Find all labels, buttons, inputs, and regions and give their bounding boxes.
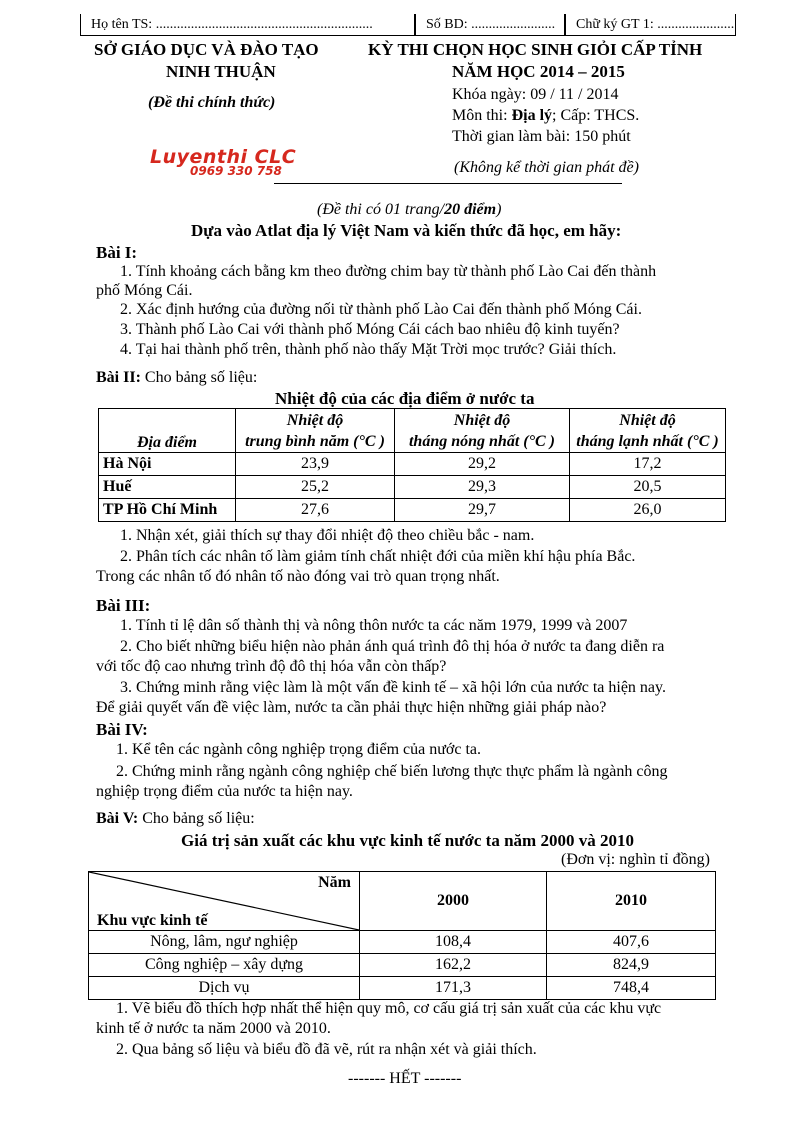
question-3-3a: 3. Chứng minh rằng việc làm là một vấn đề kinh tế – xã hội lớn của nước ta hiện nay. [120,679,666,696]
header-avg-line2: trung bình năm (°C ) [245,432,385,450]
header-hot [395,409,570,453]
logo-phone: 0969 330 758 [190,164,282,178]
question-2-2a: 2. Phân tích các nhân tố làm giảm tính chất nhiệt đới của miền khí hậu phía Bắc. [120,548,636,565]
section-2-title: Bài II: [96,369,141,386]
question-2-1: 1. Nhận xét, giải thích sự thay đổi nhiệt độ theo chiều bắc - nam. [120,527,535,544]
question-4-1: 1. Kể tên các ngành công nghiệp trọng điểm của nước ta. [116,741,482,758]
section-1-title: Bài I: [96,243,138,262]
section-4-title: Bài IV: [96,720,148,739]
department-name: SỞ GIÁO DỤC VÀ ĐÀO TẠO [94,40,319,59]
question-1-4: 4. Tại hai thành phố trên, thành phố nào thấy Mặt Trời mọc trước? Giải thích. [120,341,617,358]
table-2-title: Giá trị sản xuất các khu vực kinh tế nước ta năm 2000 và 2010 [181,831,634,850]
header-hot-line1: Nhiệt độ [453,411,511,429]
exam-duration: Thời gian làm bài: 150 phút [452,128,631,145]
section-3-title: Bài III: [96,596,151,615]
question-4-2a: 2. Chứng minh rằng ngành công nghiệp chế biến lương thực thực phẩm là ngành công [116,763,668,780]
row-place: TP Hồ Chí Minh [99,499,236,522]
row-hot: 29,3 [395,476,570,499]
exam-points: 20 điểm [444,201,497,218]
row-avg: 27,6 [236,499,395,522]
time-note: (Không kể thời gian phát đề) [454,159,639,176]
question-2-2b: Trong các nhân tố đó nhân tố nào đóng vai trò quan trọng nhất. [96,568,500,585]
table-row [89,977,716,1000]
row-cold: 26,0 [570,499,726,522]
table-1-title: Nhiệt độ của các địa điểm ở nước ta [275,389,535,408]
header-avg-line1: Nhiệt độ [286,411,344,429]
exam-date: Khóa ngày: 09 / 11 / 2014 [452,86,619,103]
school-year: NĂM HỌC 2014 – 2015 [452,62,625,81]
official-label: (Đề thi chính thức) [148,94,276,111]
section-2-intro: Cho bảng số liệu: [140,369,258,386]
subject-suffix: ; Cấp: THCS. [552,107,640,124]
question-3-1: 1. Tính tỉ lệ dân số thành thị và nông thôn nước ta các năm 1979, 1999 và 2007 [120,617,628,634]
table-row [99,499,726,522]
row-place: Hà Nội [99,453,236,476]
question-5-1a: 1. Vẽ biểu đồ thích hợp nhất thể hiện quy mô, cơ cấu giá trị sản xuất của các khu vực [116,1000,662,1017]
candidate-number-field: Số BD: ........................ [415,14,565,36]
row-sector: Dịch vụ [89,977,360,1000]
exam-info-prefix: (Đề thi có 01 trang/ [317,201,445,218]
row-cold: 17,2 [570,453,726,476]
header-cold-line2: tháng lạnh nhất (°C ) [576,432,719,450]
subject-prefix: Môn thi: [452,107,512,124]
table-row [99,453,726,476]
header-cold-line1: Nhiệt độ [619,411,676,429]
watermark-logo [150,146,296,178]
logo-text: Luyenthi CLC [150,146,297,168]
table-2-unit: (Đơn vị: nghìn tỉ đồng) [561,851,710,868]
row-2000: 108,4 [360,931,547,954]
diagonal-header-cell [89,872,360,931]
table-row [89,954,716,977]
question-4-2b: nghiệp trọng điểm của nước ta hiện nay. [96,783,353,800]
header-place: Địa điểm [99,409,236,453]
row-hot: 29,7 [395,499,570,522]
exam-info [317,201,501,219]
instruction: Dựa vào Atlat địa lý Việt Nam và kiến thức đã học, em hãy: [191,221,622,240]
header-divider [274,183,622,184]
row-2010: 407,6 [547,931,716,954]
question-5-2: 2. Qua bảng số liệu và biểu đồ đã vẽ, rút ra nhận xét và giải thích. [116,1041,537,1058]
header-fields [80,14,736,38]
row-hot: 29,2 [395,453,570,476]
header-cold [570,409,726,453]
header-avg [236,409,395,453]
row-sector: Nông, lâm, ngư nghiệp [89,931,360,954]
subject-name: Địa lý [511,107,553,124]
header-hot-line2: tháng nóng nhất (°C ) [408,432,555,450]
header-year: Năm [318,874,351,891]
signature-field: Chữ ký GT 1: ...................... [565,14,736,36]
section-2-heading [96,369,257,387]
question-3-2b: với tốc độ cao nhưng trình độ đô thị hóa vẫn còn thấp? [96,658,447,675]
question-1-3: 3. Thành phố Lào Cai với thành phố Móng Cái cách bao nhiêu độ kinh tuyến? [120,321,620,338]
table-row [99,476,726,499]
row-sector: Công nghiệp – xây dựng [89,954,360,977]
production-value-table [88,871,716,1000]
row-avg: 23,9 [236,453,395,476]
table-header-row [99,409,726,453]
section-5-title: Bài V: [96,810,139,827]
question-3-2a: 2. Cho biết những biểu hiện nào phản ánh quá trình đô thị hóa ở nước ta đang diễn ra [120,638,665,655]
question-1-1a: 1. Tính khoảng cách bằng km theo đường chim bay từ thành phố Lào Cai đến thành [120,263,657,280]
question-1-1b: phố Móng Cái. [96,282,193,299]
table-row [89,931,716,954]
header-2000: 2000 [360,872,547,931]
row-2010: 748,4 [547,977,716,1000]
question-3-3b: Để giải quyết vấn đề việc làm, nước ta cần phải thực hiện những giải pháp nào? [96,699,607,716]
question-1-2: 2. Xác định hướng của đường nối từ thành phố Lào Cai đến thành phố Móng Cái. [120,301,642,318]
question-5-1b: kinh tế ở nước ta năm 2000 và 2010. [96,1020,331,1037]
section-5-heading [96,810,255,828]
row-place: Huế [99,476,236,499]
candidate-name-field: Họ tên TS: .............................................................. [80,14,415,36]
row-2000: 162,2 [360,954,547,977]
table-header-row [89,872,716,931]
exam-info-suffix: ) [496,201,502,218]
temperature-table [98,408,726,522]
header-2010: 2010 [547,872,716,931]
province-name: NINH THUẬN [166,62,276,81]
exam-subject [452,107,639,125]
header-sector: Khu vực kinh tế [97,912,208,929]
row-2000: 171,3 [360,977,547,1000]
exam-title: KỲ THI CHỌN HỌC SINH GIỎI CẤP TỈNH [368,40,703,59]
row-cold: 20,5 [570,476,726,499]
row-2010: 824,9 [547,954,716,977]
end-marker: ------- HẾT ------- [348,1070,462,1087]
row-avg: 25,2 [236,476,395,499]
section-5-intro: Cho bảng số liệu: [138,810,255,827]
